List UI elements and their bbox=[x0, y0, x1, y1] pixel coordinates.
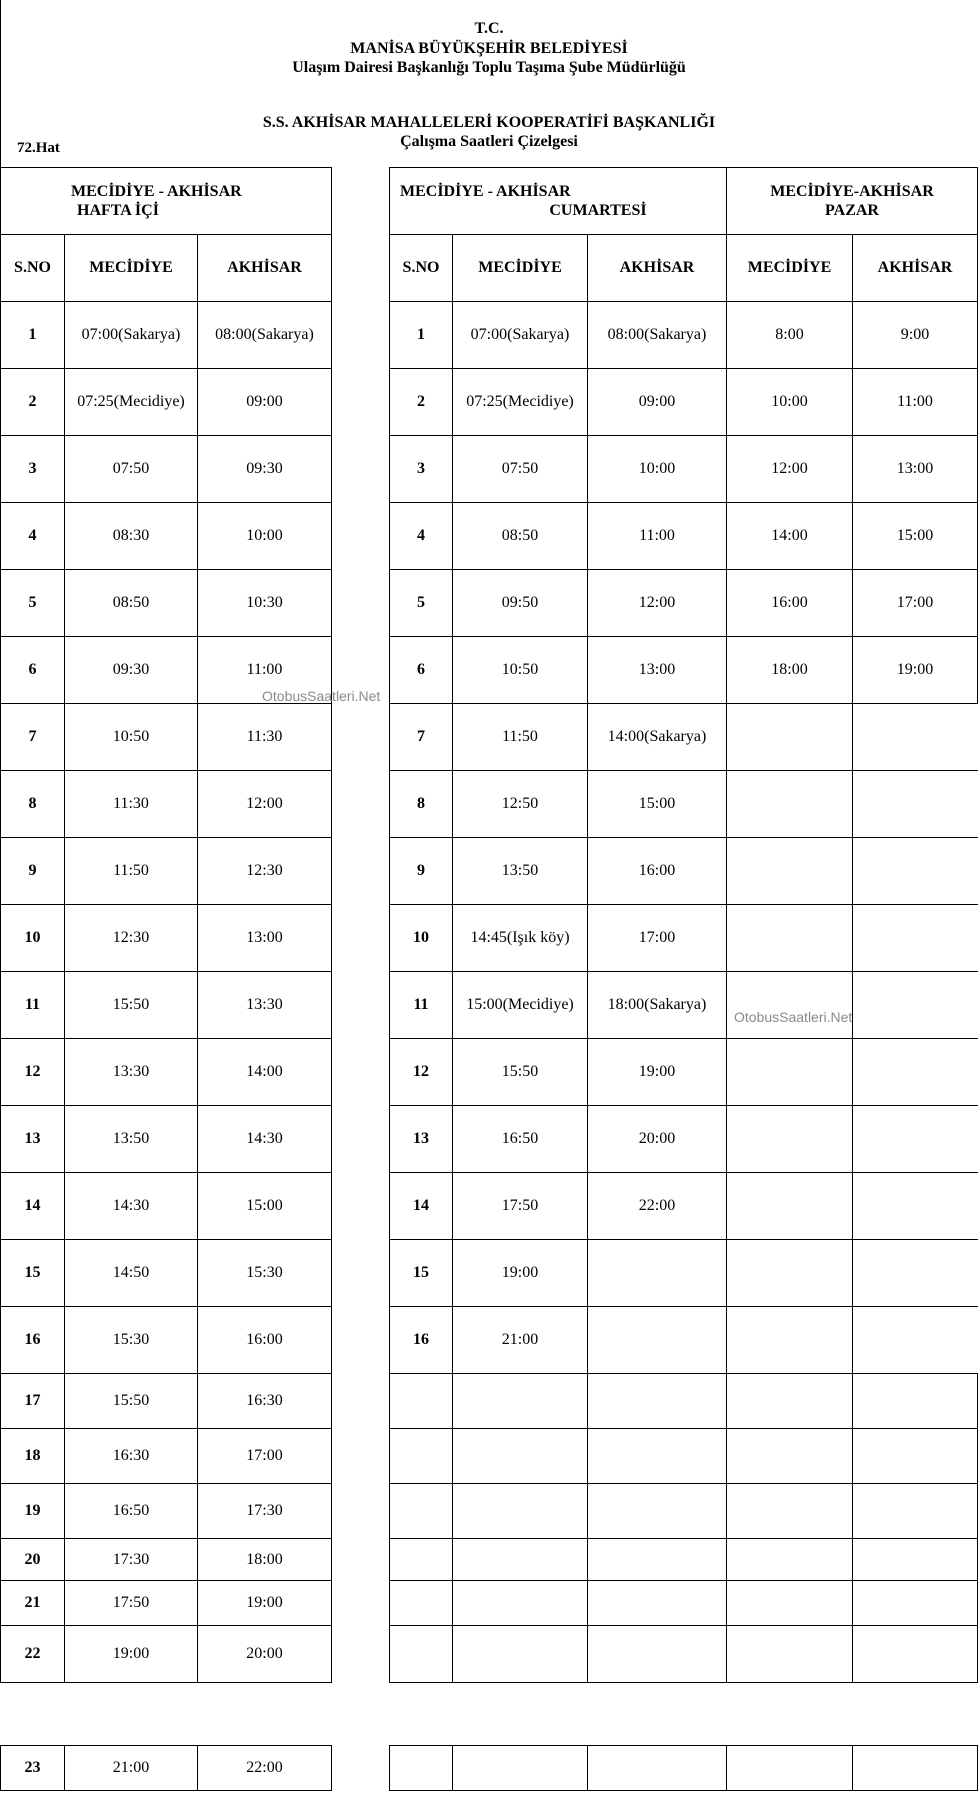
sunday-empty-cell bbox=[853, 1374, 978, 1429]
saturday-mecidiye-time: 07:25(Mecidiye) bbox=[453, 369, 588, 436]
weekday-akhisar-time: 09:00 bbox=[198, 369, 332, 436]
weekday-col-header: MECİDİYE bbox=[65, 235, 198, 302]
watermark-2: OtobusSaatleri.Net bbox=[734, 1009, 853, 1025]
sunday-empty-cell bbox=[853, 1539, 978, 1581]
sunday-empty-cell bbox=[727, 704, 853, 771]
weekend-row bbox=[390, 436, 978, 503]
saturday-akhisar-time: 14:00(Sakarya) bbox=[588, 704, 727, 771]
sunday-empty-cell bbox=[727, 1039, 853, 1106]
weekday-akhisar-time: 10:00 bbox=[198, 503, 332, 570]
weekday-row bbox=[1, 1374, 332, 1429]
sunday-empty-cell bbox=[727, 1429, 853, 1484]
saturday-empty-cell bbox=[390, 1539, 453, 1581]
weekday-sno: 18 bbox=[1, 1429, 65, 1484]
saturday-sno: 9 bbox=[390, 838, 453, 905]
weekend-empty-cell bbox=[390, 1746, 453, 1791]
sunday-empty-cell bbox=[727, 972, 853, 1039]
weekday-title-row bbox=[1, 168, 332, 235]
weekday-akhisar-time: 12:30 bbox=[198, 838, 332, 905]
weekend-row bbox=[390, 972, 978, 1039]
weekday-row bbox=[1, 972, 332, 1039]
saturday-col-header: S.NO bbox=[390, 235, 453, 302]
weekend-row bbox=[390, 1307, 978, 1374]
weekday-row bbox=[1, 1539, 332, 1581]
saturday-empty-cell bbox=[390, 1484, 453, 1539]
weekday-mecidiye-time: 21:00 bbox=[65, 1746, 198, 1791]
weekday-mecidiye-time: 07:00(Sakarya) bbox=[65, 302, 198, 369]
saturday-mecidiye-time: 16:50 bbox=[453, 1106, 588, 1173]
sunday-col-header: AKHİSAR bbox=[853, 235, 978, 302]
weekend-row bbox=[390, 1484, 978, 1539]
weekday-sno: 4 bbox=[1, 503, 65, 570]
weekday-mecidiye-time: 08:50 bbox=[65, 570, 198, 637]
weekday-row bbox=[1, 838, 332, 905]
weekday-akhisar-time: 16:30 bbox=[198, 1374, 332, 1429]
weekday-mecidiye-time: 16:50 bbox=[65, 1484, 198, 1539]
sunday-empty-cell bbox=[853, 1106, 978, 1173]
weekday-mecidiye-time: 14:30 bbox=[65, 1173, 198, 1240]
sunday-empty-cell bbox=[727, 1173, 853, 1240]
weekday-row bbox=[1, 436, 332, 503]
sunday-mecidiye-time: 10:00 bbox=[727, 369, 853, 436]
sunday-empty-cell bbox=[727, 1581, 853, 1626]
saturday-empty-cell bbox=[453, 1581, 588, 1626]
weekday-title-route: MECİDİYE - AKHİSAR bbox=[71, 183, 242, 200]
sunday-empty-cell bbox=[853, 1039, 978, 1106]
saturday-akhisar-time: 13:00 bbox=[588, 637, 727, 704]
weekday-akhisar-time: 22:00 bbox=[198, 1746, 332, 1791]
weekend-row bbox=[390, 704, 978, 771]
weekday-sno: 17 bbox=[1, 1374, 65, 1429]
sunday-empty-cell bbox=[853, 771, 978, 838]
saturday-empty-cell bbox=[390, 1581, 453, 1626]
weekday-header-row bbox=[1, 235, 332, 302]
saturday-empty-cell bbox=[390, 1429, 453, 1484]
saturday-sno: 4 bbox=[390, 503, 453, 570]
weekday-mecidiye-time: 15:50 bbox=[65, 1374, 198, 1429]
saturday-mecidiye-time: 13:50 bbox=[453, 838, 588, 905]
weekend-empty-cell bbox=[453, 1746, 588, 1791]
weekend-gap-row bbox=[390, 1683, 978, 1746]
saturday-akhisar-time: 15:00 bbox=[588, 771, 727, 838]
saturday-akhisar-time: 19:00 bbox=[588, 1039, 727, 1106]
header-schedule-title: Çalışma Saatleri Çizelgesi bbox=[400, 133, 578, 150]
sunday-mecidiye-time: 8:00 bbox=[727, 302, 853, 369]
weekday-mecidiye-time: 09:30 bbox=[65, 637, 198, 704]
saturday-sno: 3 bbox=[390, 436, 453, 503]
saturday-sno: 5 bbox=[390, 570, 453, 637]
weekday-akhisar-time: 15:00 bbox=[198, 1173, 332, 1240]
weekend-row bbox=[390, 1240, 978, 1307]
weekend-row bbox=[390, 905, 978, 972]
weekday-akhisar-time: 11:30 bbox=[198, 704, 332, 771]
weekday-row bbox=[1, 1307, 332, 1374]
sunday-empty-cell bbox=[853, 1429, 978, 1484]
saturday-mecidiye-time: 11:50 bbox=[453, 704, 588, 771]
saturday-title-day: CUMARTESİ bbox=[549, 202, 647, 219]
weekday-row bbox=[1, 1626, 332, 1683]
saturday-mecidiye-time: 21:00 bbox=[453, 1307, 588, 1374]
saturday-empty-cell bbox=[453, 1626, 588, 1683]
saturday-empty-cell bbox=[588, 1429, 727, 1484]
saturday-akhisar-time: 08:00(Sakarya) bbox=[588, 302, 727, 369]
saturday-mecidiye-time: 10:50 bbox=[453, 637, 588, 704]
weekday-row bbox=[1, 704, 332, 771]
weekday-akhisar-time: 12:00 bbox=[198, 771, 332, 838]
weekday-sno: 3 bbox=[1, 436, 65, 503]
weekday-akhisar-time: 08:00(Sakarya) bbox=[198, 302, 332, 369]
sunday-empty-cell bbox=[853, 1307, 978, 1374]
weekday-row bbox=[1, 905, 332, 972]
weekday-sno: 9 bbox=[1, 838, 65, 905]
weekend-empty-cell bbox=[853, 1746, 978, 1791]
weekday-sno: 20 bbox=[1, 1539, 65, 1581]
weekday-row bbox=[1, 1429, 332, 1484]
saturday-mecidiye-time: 17:50 bbox=[453, 1173, 588, 1240]
weekend-row bbox=[390, 570, 978, 637]
weekday-akhisar-time: 10:30 bbox=[198, 570, 332, 637]
sunday-empty-cell bbox=[727, 1307, 853, 1374]
saturday-akhisar-time: 17:00 bbox=[588, 905, 727, 972]
sunday-empty-cell bbox=[853, 1240, 978, 1307]
weekday-akhisar-time: 13:30 bbox=[198, 972, 332, 1039]
saturday-akhisar-time: 11:00 bbox=[588, 503, 727, 570]
sunday-title-day: PAZAR bbox=[825, 202, 879, 219]
weekday-akhisar-time: 11:00 bbox=[198, 637, 332, 704]
weekday-akhisar-time: 17:30 bbox=[198, 1484, 332, 1539]
weekday-col-header: AKHİSAR bbox=[198, 235, 332, 302]
weekday-mecidiye-time: 14:50 bbox=[65, 1240, 198, 1307]
weekend-row bbox=[390, 302, 978, 369]
weekday-akhisar-time: 17:00 bbox=[198, 1429, 332, 1484]
saturday-akhisar-time: 09:00 bbox=[588, 369, 727, 436]
weekday-mecidiye-time: 13:50 bbox=[65, 1106, 198, 1173]
sunday-empty-cell bbox=[853, 704, 978, 771]
saturday-sno: 10 bbox=[390, 905, 453, 972]
saturday-sno: 12 bbox=[390, 1039, 453, 1106]
saturday-sno: 1 bbox=[390, 302, 453, 369]
weekday-akhisar-time: 13:00 bbox=[198, 905, 332, 972]
weekday-mecidiye-time: 07:50 bbox=[65, 436, 198, 503]
saturday-sno: 14 bbox=[390, 1173, 453, 1240]
weekend-row bbox=[390, 1746, 978, 1791]
sunday-col-header: MECİDİYE bbox=[727, 235, 853, 302]
saturday-akhisar-time: 20:00 bbox=[588, 1106, 727, 1173]
weekday-akhisar-time: 18:00 bbox=[198, 1539, 332, 1581]
sunday-akhisar-time: 11:00 bbox=[853, 369, 978, 436]
sunday-akhisar-time: 9:00 bbox=[853, 302, 978, 369]
weekend-row bbox=[390, 1581, 978, 1626]
header-cooperative: S.S. AKHİSAR MAHALLELERİ KOOPERATİFİ BAŞKANLIĞI bbox=[262, 114, 716, 131]
saturday-sno: 16 bbox=[390, 1307, 453, 1374]
weekend-row bbox=[390, 1039, 978, 1106]
weekend-row bbox=[390, 1429, 978, 1484]
saturday-akhisar-time: 18:00(Sakarya) bbox=[588, 972, 727, 1039]
weekday-sno: 1 bbox=[1, 302, 65, 369]
sunday-empty-cell bbox=[727, 1626, 853, 1683]
saturday-akhisar-time: 12:00 bbox=[588, 570, 727, 637]
sunday-akhisar-time: 13:00 bbox=[853, 436, 978, 503]
header-tc: T.C. bbox=[474, 20, 504, 37]
weekend-row bbox=[390, 1173, 978, 1240]
sunday-empty-cell bbox=[727, 771, 853, 838]
weekday-row bbox=[1, 503, 332, 570]
saturday-akhisar-time: 22:00 bbox=[588, 1173, 727, 1240]
weekday-title-day: HAFTA İÇİ bbox=[77, 202, 159, 219]
weekday-sno: 10 bbox=[1, 905, 65, 972]
saturday-mecidiye-time: 07:00(Sakarya) bbox=[453, 302, 588, 369]
saturday-empty-cell bbox=[588, 1539, 727, 1581]
weekday-sno: 12 bbox=[1, 1039, 65, 1106]
saturday-sno: 7 bbox=[390, 704, 453, 771]
weekday-gap-row bbox=[1, 1683, 332, 1746]
weekday-mecidiye-time: 19:00 bbox=[65, 1626, 198, 1683]
weekday-akhisar-time: 19:00 bbox=[198, 1581, 332, 1626]
weekday-sno: 11 bbox=[1, 972, 65, 1039]
saturday-empty-cell bbox=[453, 1539, 588, 1581]
weekday-akhisar-time: 16:00 bbox=[198, 1307, 332, 1374]
saturday-akhisar-time: 16:00 bbox=[588, 838, 727, 905]
weekday-row bbox=[1, 771, 332, 838]
weekday-row bbox=[1, 1581, 332, 1626]
weekday-mecidiye-time: 08:30 bbox=[65, 503, 198, 570]
weekday-title bbox=[1, 168, 332, 235]
saturday-title-route: MECİDİYE - AKHİSAR bbox=[400, 183, 571, 200]
weekday-sno: 15 bbox=[1, 1240, 65, 1307]
weekday-mecidiye-time: 16:30 bbox=[65, 1429, 198, 1484]
saturday-empty-cell bbox=[588, 1581, 727, 1626]
weekend-header-row bbox=[390, 235, 978, 302]
weekday-sno: 2 bbox=[1, 369, 65, 436]
weekend-table bbox=[389, 167, 978, 1791]
weekday-akhisar-time: 15:30 bbox=[198, 1240, 332, 1307]
sunday-akhisar-time: 15:00 bbox=[853, 503, 978, 570]
weekend-row bbox=[390, 838, 978, 905]
weekday-mecidiye-time: 17:30 bbox=[65, 1539, 198, 1581]
sunday-empty-cell bbox=[727, 1240, 853, 1307]
weekday-row bbox=[1, 570, 332, 637]
weekday-sno: 5 bbox=[1, 570, 65, 637]
weekday-mecidiye-time: 11:50 bbox=[65, 838, 198, 905]
weekday-mecidiye-time: 17:50 bbox=[65, 1581, 198, 1626]
weekday-mecidiye-time: 11:30 bbox=[65, 771, 198, 838]
weekday-gap bbox=[1, 1683, 332, 1746]
weekday-akhisar-time: 14:00 bbox=[198, 1039, 332, 1106]
sunday-mecidiye-time: 18:00 bbox=[727, 637, 853, 704]
sunday-empty-cell bbox=[727, 1484, 853, 1539]
weekend-empty-cell bbox=[727, 1746, 853, 1791]
saturday-mecidiye-time: 15:00(Mecidiye) bbox=[453, 972, 588, 1039]
weekday-sno: 14 bbox=[1, 1173, 65, 1240]
line-number: 72.Hat bbox=[17, 140, 60, 156]
header-municipality: MANİSA BÜYÜKŞEHİR BELEDİYESİ bbox=[350, 40, 628, 57]
sunday-empty-cell bbox=[853, 838, 978, 905]
weekday-row bbox=[1, 1173, 332, 1240]
sunday-title bbox=[727, 168, 978, 235]
saturday-mecidiye-time: 19:00 bbox=[453, 1240, 588, 1307]
weekend-gap bbox=[390, 1683, 978, 1746]
sunday-mecidiye-time: 16:00 bbox=[727, 570, 853, 637]
weekday-row bbox=[1, 1240, 332, 1307]
weekend-row bbox=[390, 503, 978, 570]
weekday-sno: 22 bbox=[1, 1626, 65, 1683]
weekday-akhisar-time: 20:00 bbox=[198, 1626, 332, 1683]
saturday-sno: 6 bbox=[390, 637, 453, 704]
weekday-row bbox=[1, 302, 332, 369]
weekday-mecidiye-time: 12:30 bbox=[65, 905, 198, 972]
weekend-title-row bbox=[390, 168, 978, 235]
weekend-row bbox=[390, 1374, 978, 1429]
sunday-empty-cell bbox=[727, 1374, 853, 1429]
saturday-mecidiye-time: 12:50 bbox=[453, 771, 588, 838]
saturday-sno: 13 bbox=[390, 1106, 453, 1173]
saturday-mecidiye-time: 08:50 bbox=[453, 503, 588, 570]
weekday-sno: 7 bbox=[1, 704, 65, 771]
weekday-row bbox=[1, 369, 332, 436]
weekday-mecidiye-time: 07:25(Mecidiye) bbox=[65, 369, 198, 436]
sunday-empty-cell bbox=[853, 1626, 978, 1683]
saturday-sno: 8 bbox=[390, 771, 453, 838]
saturday-mecidiye-time: 15:50 bbox=[453, 1039, 588, 1106]
weekend-row bbox=[390, 1106, 978, 1173]
weekend-row bbox=[390, 1539, 978, 1581]
sunday-empty-cell bbox=[853, 1581, 978, 1626]
sunday-akhisar-time: 17:00 bbox=[853, 570, 978, 637]
sunday-empty-cell bbox=[727, 838, 853, 905]
weekday-sno: 8 bbox=[1, 771, 65, 838]
watermark-1: OtobusSaatleri.Net bbox=[262, 688, 381, 704]
weekday-mecidiye-time: 15:50 bbox=[65, 972, 198, 1039]
header-department: Ulaşım Dairesi Başkanlığı Toplu Taşıma Şube Müdürlüğü bbox=[292, 59, 686, 76]
saturday-empty-cell bbox=[588, 1374, 727, 1429]
sunday-empty-cell bbox=[853, 972, 978, 1039]
sunday-empty-cell bbox=[727, 905, 853, 972]
weekday-row bbox=[1, 1746, 332, 1791]
sunday-empty-cell bbox=[853, 1484, 978, 1539]
saturday-sno: 11 bbox=[390, 972, 453, 1039]
weekday-sno: 23 bbox=[1, 1746, 65, 1791]
saturday-empty-cell bbox=[588, 1626, 727, 1683]
weekday-sno: 16 bbox=[1, 1307, 65, 1374]
weekday-row bbox=[1, 1484, 332, 1539]
sunday-mecidiye-time: 12:00 bbox=[727, 436, 853, 503]
weekday-sno: 13 bbox=[1, 1106, 65, 1173]
saturday-mecidiye-time: 14:45(Işık köy) bbox=[453, 905, 588, 972]
weekday-akhisar-time: 09:30 bbox=[198, 436, 332, 503]
weekend-row bbox=[390, 637, 978, 704]
weekend-row bbox=[390, 771, 978, 838]
saturday-empty-cell bbox=[390, 1626, 453, 1683]
saturday-title bbox=[390, 168, 727, 235]
sunday-empty-cell bbox=[727, 1106, 853, 1173]
saturday-mecidiye-time: 09:50 bbox=[453, 570, 588, 637]
weekend-empty-cell bbox=[588, 1746, 727, 1791]
sunday-empty-cell bbox=[853, 905, 978, 972]
sunday-mecidiye-time: 14:00 bbox=[727, 503, 853, 570]
saturday-empty-cell bbox=[588, 1484, 727, 1539]
weekend-row bbox=[390, 1626, 978, 1683]
sunday-empty-cell bbox=[727, 1539, 853, 1581]
saturday-mecidiye-time: 07:50 bbox=[453, 436, 588, 503]
weekday-akhisar-time: 14:30 bbox=[198, 1106, 332, 1173]
weekday-mecidiye-time: 10:50 bbox=[65, 704, 198, 771]
saturday-akhisar-time bbox=[588, 1240, 727, 1307]
saturday-empty-cell bbox=[453, 1429, 588, 1484]
saturday-empty-cell bbox=[453, 1374, 588, 1429]
saturday-col-header: AKHİSAR bbox=[588, 235, 727, 302]
saturday-sno: 2 bbox=[390, 369, 453, 436]
saturday-empty-cell bbox=[390, 1374, 453, 1429]
weekday-sno: 6 bbox=[1, 637, 65, 704]
saturday-col-header: MECİDİYE bbox=[453, 235, 588, 302]
weekend-row bbox=[390, 369, 978, 436]
saturday-akhisar-time bbox=[588, 1307, 727, 1374]
weekday-sno: 21 bbox=[1, 1581, 65, 1626]
saturday-empty-cell bbox=[453, 1484, 588, 1539]
weekday-mecidiye-time: 15:30 bbox=[65, 1307, 198, 1374]
saturday-sno: 15 bbox=[390, 1240, 453, 1307]
weekday-sno: 19 bbox=[1, 1484, 65, 1539]
saturday-akhisar-time: 10:00 bbox=[588, 436, 727, 503]
weekday-table bbox=[0, 167, 332, 1791]
weekday-mecidiye-time: 13:30 bbox=[65, 1039, 198, 1106]
weekday-row bbox=[1, 1106, 332, 1173]
weekday-row bbox=[1, 1039, 332, 1106]
sunday-empty-cell bbox=[853, 1173, 978, 1240]
weekday-col-header: S.NO bbox=[1, 235, 65, 302]
sunday-akhisar-time: 19:00 bbox=[853, 637, 978, 704]
sunday-title-route: MECİDİYE-AKHİSAR bbox=[770, 183, 934, 200]
